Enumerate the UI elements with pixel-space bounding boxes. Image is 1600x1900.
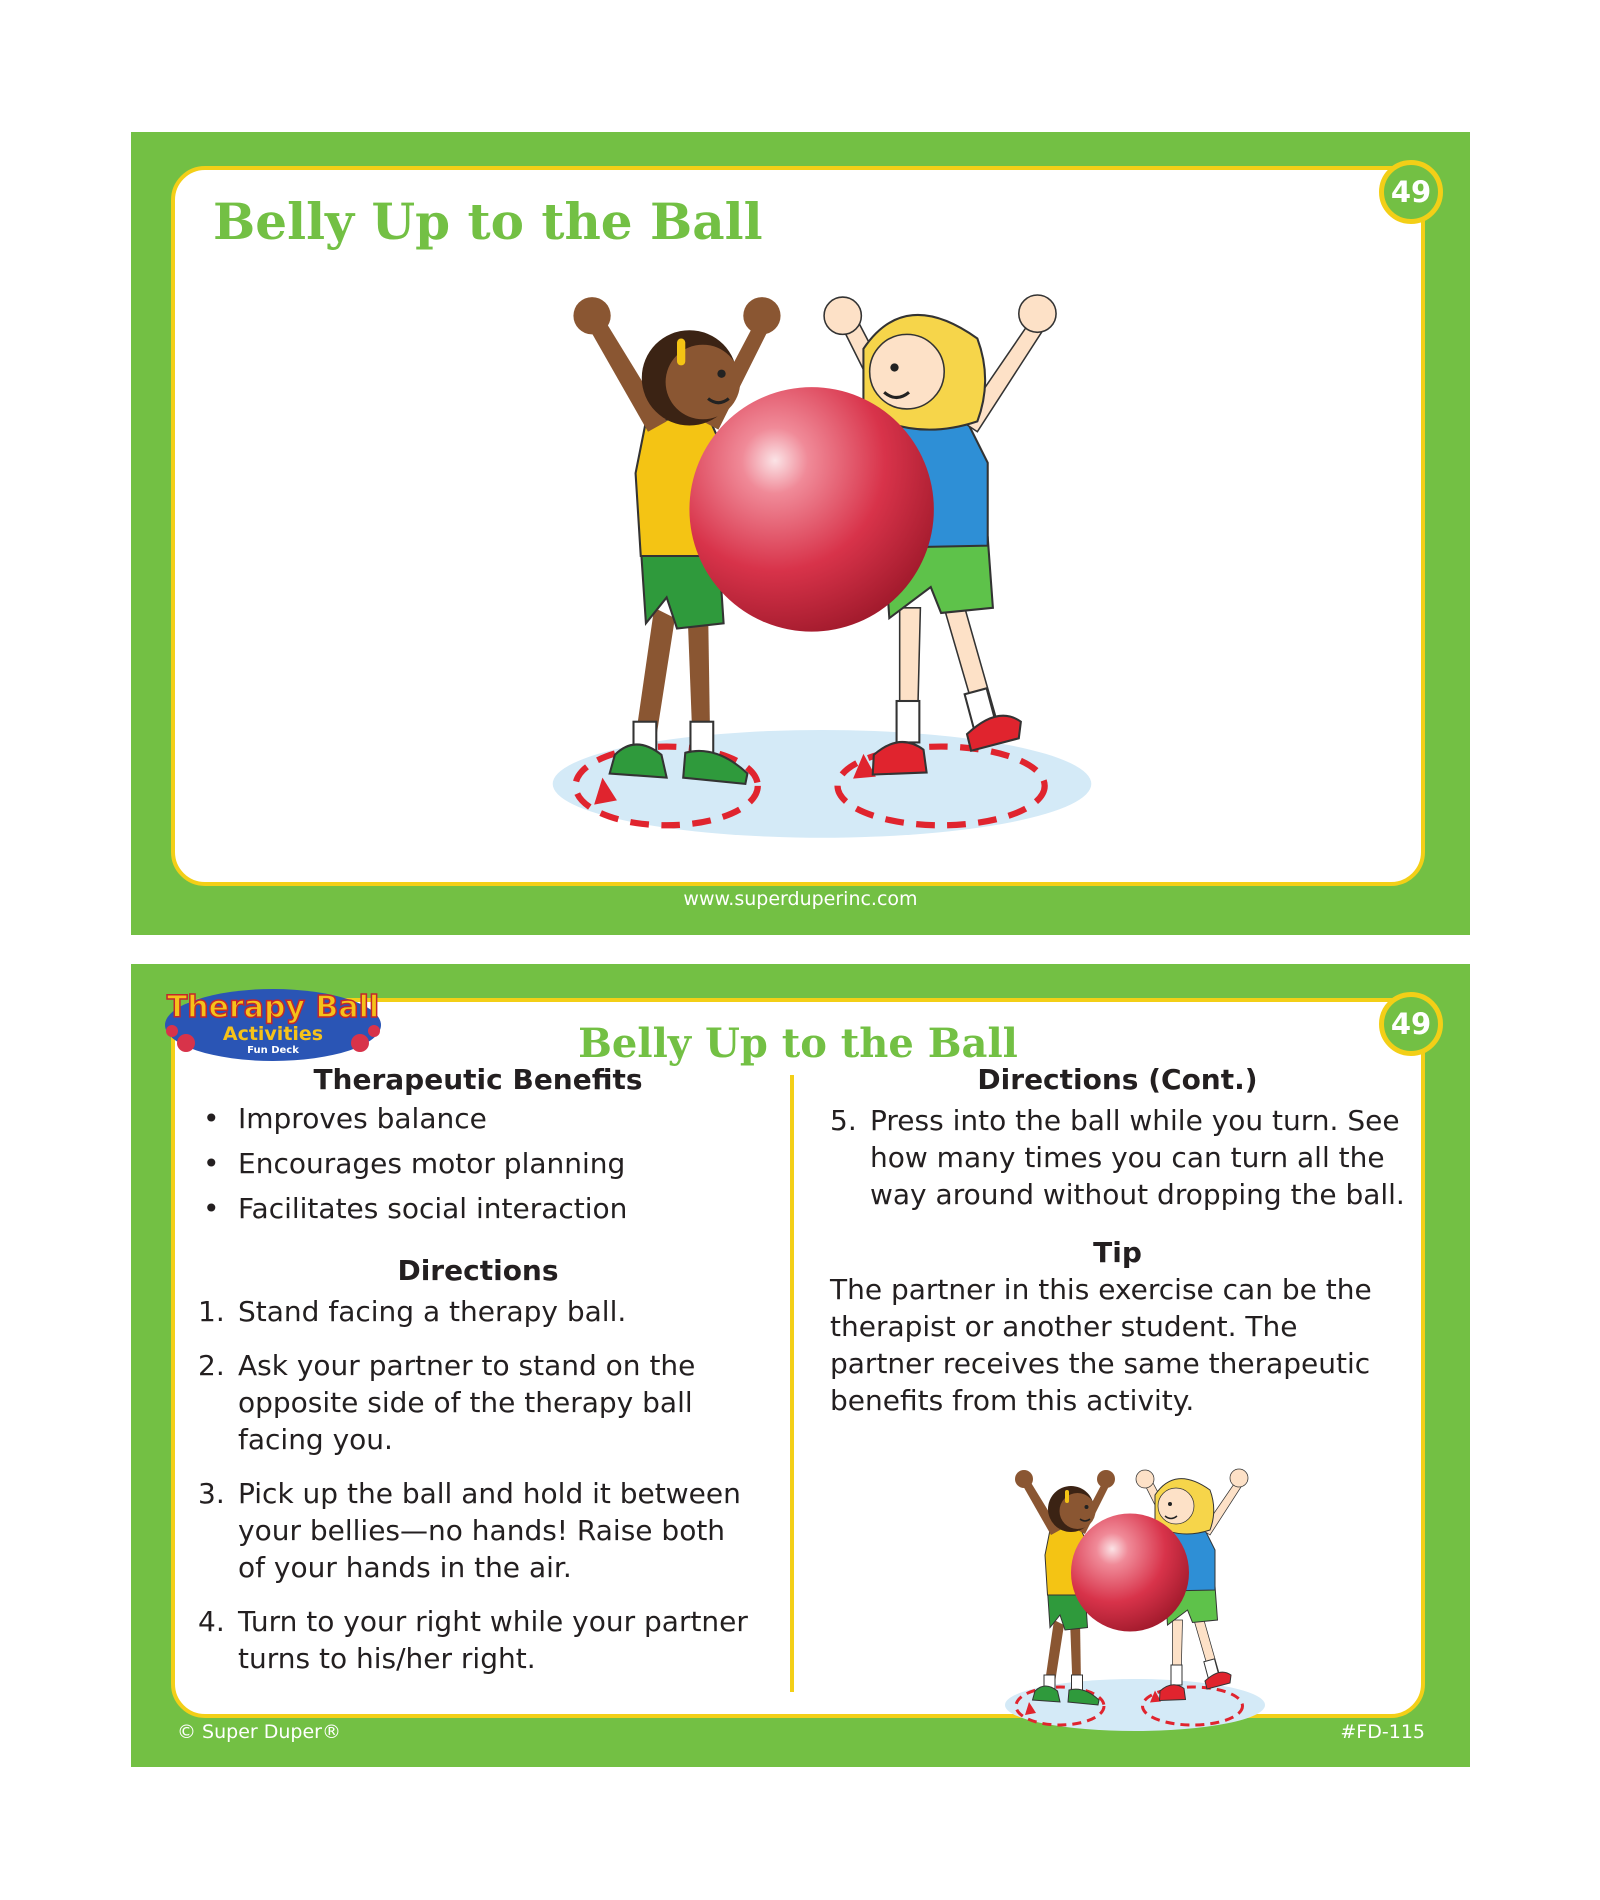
card-title: Belly Up to the Ball bbox=[213, 192, 763, 251]
benefits-heading: Therapeutic Benefits bbox=[313, 1063, 643, 1096]
benefit-item: • Encourages motor planning bbox=[203, 1147, 626, 1180]
direction-step: 3. Pick up the ball and hold it between your bellies—no hands! Raise both of your hands in the air. bbox=[198, 1477, 741, 1584]
card-number-badge: 49 bbox=[1379, 160, 1443, 224]
directions-cont-list bbox=[830, 1102, 1405, 1213]
direction-step: 1. Stand facing a therapy ball. bbox=[198, 1295, 627, 1328]
small-activity-illustration bbox=[985, 1455, 1285, 1735]
direction-step: 5. Press into the ball while you turn. See how many times you can turn all the way around without dropping the ball. bbox=[830, 1104, 1405, 1211]
product-code: #FD-115 bbox=[1340, 1721, 1425, 1743]
card-front bbox=[131, 132, 1470, 935]
logo-line1: Therapy Ball bbox=[166, 990, 380, 1025]
benefit-item: • Facilitates social interaction bbox=[203, 1192, 628, 1225]
card-back-title: Belly Up to the Ball bbox=[578, 1020, 1018, 1067]
activity-illustration bbox=[497, 266, 1147, 846]
tip-heading: Tip bbox=[1093, 1236, 1142, 1269]
therapy-ball-logo bbox=[158, 977, 388, 1065]
right-column bbox=[830, 1062, 1405, 1419]
direction-step: 2. Ask your partner to stand on the opposite side of the therapy ball facing you. bbox=[198, 1349, 696, 1456]
tip-text: The partner in this exercise can be the therapist or another student. The partner receives the same therapeutic benefits from this activity. bbox=[830, 1273, 1372, 1417]
website-url[interactable]: www.superduperinc.com bbox=[683, 888, 918, 910]
card-number-badge: 49 bbox=[1379, 992, 1443, 1056]
directions-heading: Directions bbox=[397, 1254, 559, 1287]
benefits-list bbox=[198, 1100, 758, 1227]
logo-line3: Fun Deck bbox=[247, 1045, 299, 1056]
card-front-panel bbox=[171, 166, 1425, 886]
directions-list bbox=[198, 1293, 758, 1677]
copyright: © Super Duper® bbox=[177, 1721, 341, 1743]
directions-cont-heading: Directions (Cont.) bbox=[977, 1063, 1258, 1096]
benefit-item: • Improves balance bbox=[203, 1102, 487, 1135]
column-divider bbox=[790, 1075, 794, 1692]
logo-line2: Activities bbox=[222, 1023, 324, 1045]
direction-step: 4. Turn to your right while your partner turns to his/her right. bbox=[198, 1605, 748, 1675]
left-column bbox=[198, 1062, 758, 1694]
